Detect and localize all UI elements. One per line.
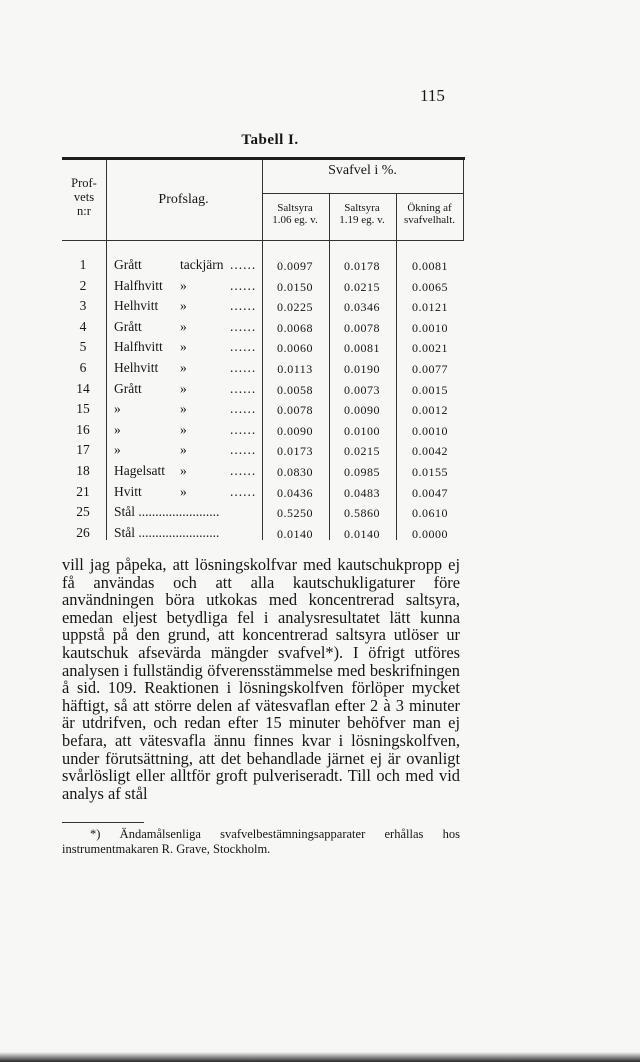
sample-nr-cell: 17 [76,442,90,458]
leader-dots: ...... [230,442,257,458]
scan-edge-shadow [0,1052,640,1062]
sulfur-119-cell: 0.0483 [344,485,380,500]
table-row [62,256,464,277]
sample-nr-cell: 15 [76,401,90,417]
sample-type-cell: Stål ........................ [114,524,220,540]
sulfur-106-cell: 0.0078 [277,403,313,418]
iron-grade-cell: » [180,401,187,417]
sulfur-106-cell: 0.0090 [277,423,313,438]
header-acid-106: Saltsyra 1.06 eg. v. [272,202,318,227]
sulfur-119-cell: 0.0078 [344,320,380,335]
sulfur-increase-cell: 0.0047 [412,485,448,500]
sulfur-increase-cell: 0.0010 [412,423,448,438]
iron-grade-cell: » [180,339,187,355]
sulfur-increase-cell: 0.0610 [412,506,448,521]
iron-grade-cell: » [180,277,187,293]
sample-nr-cell: 6 [79,359,87,375]
iron-grade-cell: » [180,421,187,437]
leader-dots: ...... [230,483,257,499]
sulfur-119-cell: 0.0215 [344,279,380,294]
leader-dots: ...... [230,421,257,437]
table-row [62,277,464,298]
table-row [62,338,464,359]
sample-type-cell: Halfhvitt [114,339,163,355]
table-title: Tabell I. [241,132,299,148]
sulfur-106-cell: 0.0140 [277,526,313,541]
leader-dots: ...... [230,359,257,375]
sample-type-cell: » [114,401,121,417]
table-row [62,297,464,318]
header-divider [262,193,464,194]
sulfur-119-cell: 0.0073 [344,382,380,397]
column-divider [463,160,464,240]
sample-nr-cell: 14 [76,380,90,396]
sample-type-cell: Stål ........................ [114,504,220,520]
leader-dots: ...... [230,339,257,355]
sample-nr-cell: 16 [76,421,90,437]
sulfur-increase-cell: 0.0042 [412,444,448,459]
sulfur-106-cell: 0.0113 [277,361,313,376]
sample-nr-cell: 3 [79,298,87,314]
iron-grade-cell: » [180,298,187,314]
table-row [62,524,464,545]
header-sulfur-percent: Svafvel i %. [328,163,397,178]
header-sulfur-increase: Ökning af svafvelhalt. [403,202,455,227]
sample-type-cell: Hvitt [114,483,142,499]
sample-nr-cell: 21 [76,483,90,499]
sample-nr-cell: 26 [76,524,90,540]
sample-type-cell: Hagelsatt [114,462,165,478]
table-row [62,503,464,524]
header-bottom-rule [62,240,464,241]
sulfur-increase-cell: 0.0077 [412,361,448,376]
sulfur-increase-cell: 0.0065 [412,279,448,294]
table-body [62,256,464,544]
header-sample-nr: Prof- vets n:r [71,176,97,218]
table-top-rule [62,157,465,160]
sample-type-cell: Halfhvitt [114,277,163,293]
sulfur-119-cell: 0.5860 [344,506,380,521]
sample-nr-cell: 4 [79,318,87,334]
sample-type-cell: Helhvitt [114,298,159,314]
sulfur-119-cell: 0.0178 [344,259,380,273]
sample-nr-cell: 2 [79,277,87,293]
iron-grade-cell: » [180,462,187,478]
sulfur-119-cell: 0.0081 [344,341,380,356]
table-row [62,400,464,421]
footnote: *) Ändamålsenliga svafvelbestämningsapparater erhållas hos instrumentmakaren R. Grave, Stockholm. [62,827,460,856]
sulfur-increase-cell: 0.0010 [412,320,448,335]
sulfur-106-cell: 0.0150 [277,279,313,294]
iron-grade-cell: » [180,318,187,334]
table-row [62,318,464,339]
sulfur-106-cell: 0.0068 [277,320,313,335]
sulfur-increase-cell: 0.0015 [412,382,448,397]
leader-dots: ...... [230,257,257,272]
sample-nr-cell: 1 [79,257,87,272]
table-row [62,380,464,401]
sulfur-106-cell: 0.0058 [277,382,313,397]
sulfur-106-cell: 0.0225 [277,300,313,315]
page-number: 115 [420,86,445,105]
leader-dots: ...... [230,380,257,396]
sulfur-106-cell: 0.0173 [277,444,313,459]
sulfur-119-cell: 0.0090 [344,403,380,418]
sulfur-106-cell: 0.0830 [277,464,313,479]
sulfur-119-cell: 0.0190 [344,361,380,376]
sample-type-cell: » [114,421,121,437]
leader-dots: ...... [230,462,257,478]
sample-nr-cell: 18 [76,462,90,478]
leader-dots: ...... [230,277,257,293]
sulfur-119-cell: 0.0346 [344,300,380,315]
sulfur-106-cell: 0.0097 [277,259,313,273]
sample-type-cell: » [114,442,121,458]
sulfur-106-cell: 0.0436 [277,485,313,500]
sulfur-increase-cell: 0.0081 [412,259,448,273]
table-row [62,359,464,380]
sample-nr-cell: 5 [79,339,87,355]
sulfur-119-cell: 0.0985 [344,464,380,479]
sample-type-cell: Grått [114,318,142,334]
header-acid-119: Saltsyra 1.19 eg. v. [339,202,385,227]
sulfur-119-cell: 0.0215 [344,444,380,459]
sample-type-cell: Grått [114,380,142,396]
table-row [62,462,464,483]
sulfur-increase-cell: 0.0012 [412,403,448,418]
sulfur-106-cell: 0.5250 [277,506,313,521]
table-row [62,441,464,462]
leader-dots: ...... [230,298,257,314]
table-row [62,483,464,504]
leader-dots: ...... [230,318,257,334]
footnote-rule [62,822,144,823]
iron-grade-cell: » [180,359,187,375]
sulfur-increase-cell: 0.0000 [412,526,448,541]
sulfur-increase-cell: 0.0121 [412,300,448,315]
table-row [62,421,464,442]
sulfur-increase-cell: 0.0155 [412,464,448,479]
header-sample-type: Profslag. [158,192,209,207]
iron-grade-cell: tackjärn [180,257,224,272]
sulfur-106-cell: 0.0060 [277,341,313,356]
sample-type-cell: Helhvitt [114,359,159,375]
iron-grade-cell: » [180,442,187,458]
body-paragraph: vill jag påpeka, att lösningskolfvar med kautschukpropp ej få användas och att alla kautschukligaturer före användningen böra utkokas med koncentrerad saltsyra, emedan eljest betydliga fel i analysresultatet lätt kunna uppstå på den grund, att koncentrerad saltsyra utlöser ur kautschuk afsevärda mängder svafvel*). I öfrigt utföres analysen i fullständig öfverensstämmelse med beskrifningen å sid. 109. Reaktionen i lösningskolfven förlöper mycket häftigt, så att större delen af vätesvaflan efter 2 à 3 minuter är utdrifven, och redan efter 15 minuter behöfver man ej befara, att vätesvafla ännu finnes kvar i lösningskolfven, under förutsättning, att det behandlade järnet ej är ovanligt svårlösligt eller alltför groft pulveriseradt. Till och med vid analys af stål [62,555,460,803]
sulfur-increase-cell: 0.0021 [412,341,448,356]
sample-type-cell: Grått [114,257,142,272]
iron-grade-cell: » [180,483,187,499]
sulfur-119-cell: 0.0100 [344,423,380,438]
iron-grade-cell: » [180,380,187,396]
leader-dots: ...... [230,401,257,417]
sulfur-119-cell: 0.0140 [344,526,380,541]
sample-nr-cell: 25 [76,504,90,520]
